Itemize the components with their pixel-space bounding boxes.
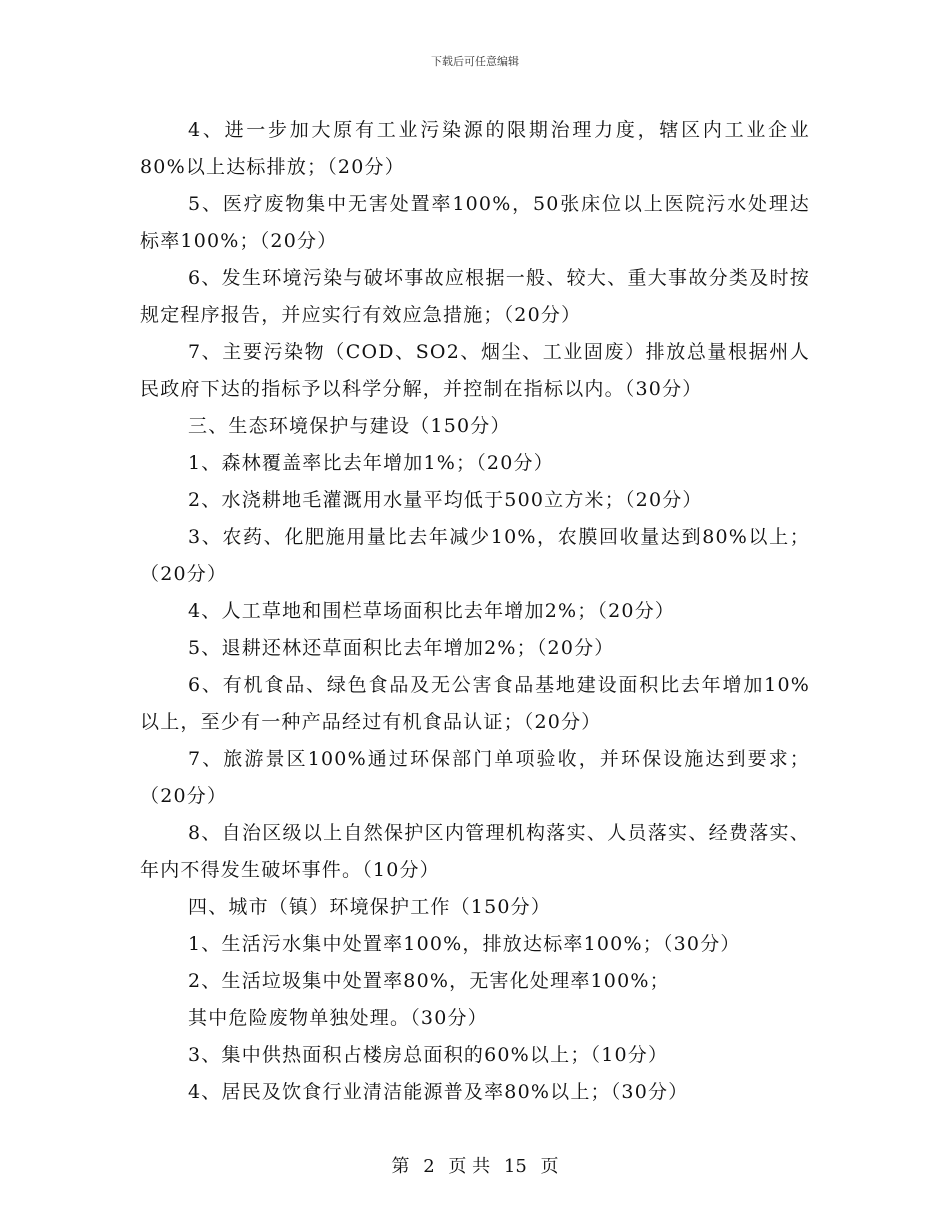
paragraph-item-5-reforestation: 5、退耕还林还草面积比去年增加2%；（20分） [188,637,615,659]
paragraph-item-5-medical-waste: 5、医疗废物集中无害处置率100%，50张床位以上医院污水处理达标率100%；（20分） [140,193,810,252]
section-heading-ecology: 三、生态环境保护与建设（150分） [188,415,511,437]
footer-total-pages: 15 [503,1156,527,1177]
paragraph-item-4-industrial-pollution: 4、进一步加大原有工业污染源的限期治理力度，辖区内工业企业80%以上达标排放；（20分） [140,119,810,178]
footer-page-number: 2 [423,1156,435,1177]
paragraph-hazardous-waste: 其中危险废物单独处理。（30分） [188,1007,488,1029]
section-heading-urban: 四、城市（镇）环境保护工作（150分） [188,896,552,918]
paragraph-item-3-heating: 3、集中供热面积占楼房总面积的60%以上；（10分） [188,1044,669,1066]
paragraph-item-6-pollution-incidents: 6、发生环境污染与破坏事故应根据一般、较大、重大事故分类及时按规定程序报告，并应实行有效应急措施；（20分） [140,267,810,326]
paragraph-item-1-sewage: 1、生活污水集中处置率100%，排放达标率100%；（30分） [188,933,741,955]
paragraph-item-8-nature-reserve: 8、自治区级以上自然保护区内管理机构落实、人员落实、经费落实、年内不得发生破坏事件。（10分） [140,822,810,881]
paragraph-item-7-tourism: 7、旅游景区100%通过环保部门单项验收，并环保设施达到要求；（20分） [140,748,810,807]
page-footer [0,1152,950,1178]
paragraph-item-6-organic-food: 6、有机食品、绿色食品及无公害食品基地建设面积比去年增加10%以上，至少有一种产品经过有机食品认证；（20分） [140,674,810,733]
footer-prefix: 第 [391,1156,410,1177]
paragraph-item-2-garbage: 2、生活垃圾集中处置率80%，无害化处理率100%； [188,970,670,992]
paragraph-item-3-pesticide: 3、农药、化肥施用量比去年减少10%，农膜回收量达到80%以上；（20分） [140,526,810,585]
paragraph-item-7-main-pollutants: 7、主要污染物（COD、SO2、烟尘、工业固废）排放总量根据州人民政府下达的指标予以科学分解，并控制在指标以内。（30分） [140,341,810,400]
document-body [140,112,810,1111]
footer-suffix: 页 [540,1156,559,1177]
paragraph-item-1-forest-coverage: 1、森林覆盖率比去年增加1%；（20分） [188,452,554,474]
page-header: 下载后可任意编辑 [431,55,519,68]
paragraph-item-2-irrigation: 2、水浇耕地毛灌溉用水量平均低于500立方米；（20分） [188,489,703,511]
footer-mid: 页 共 [448,1156,491,1177]
paragraph-item-4-grassland: 4、人工草地和围栏草场面积比去年增加2%；（20分） [188,600,676,622]
paragraph-item-4-clean-energy: 4、居民及饮食行业清洁能源普及率80%以上；（30分） [188,1081,689,1103]
